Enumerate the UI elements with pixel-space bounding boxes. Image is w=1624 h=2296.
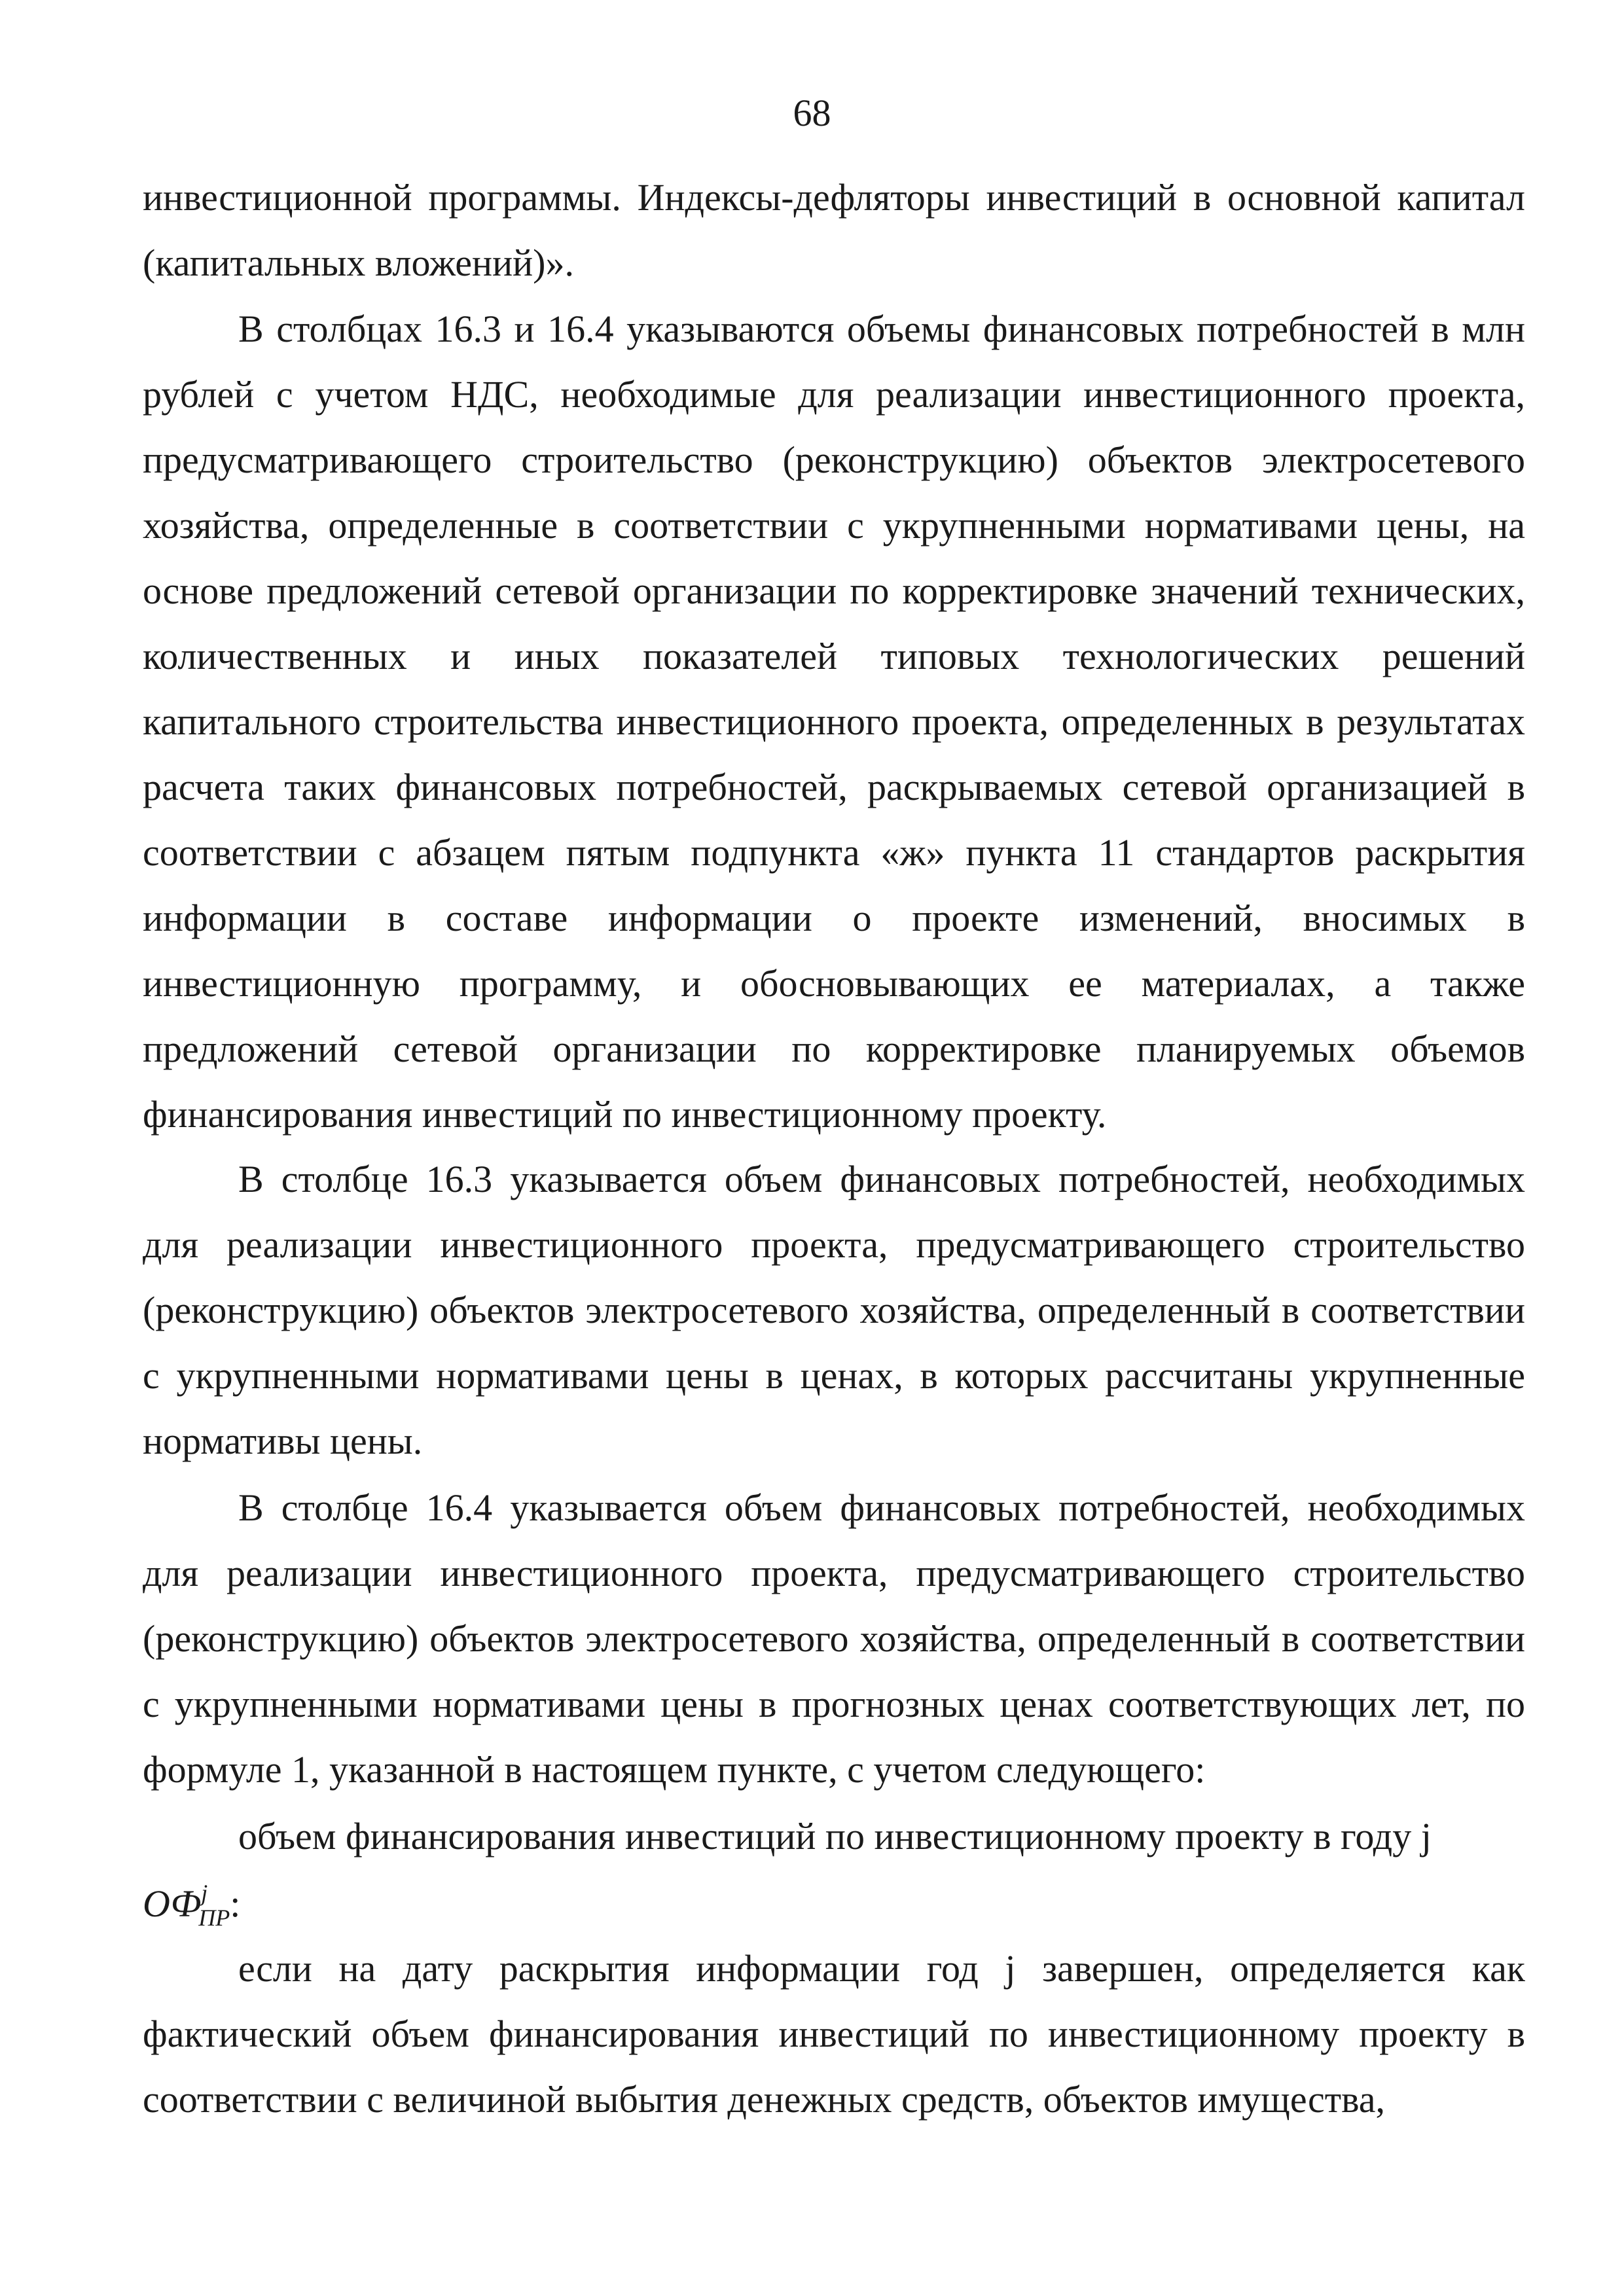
formula-suffix: : — [230, 1882, 241, 1925]
paragraph-text: В столбцах 16.3 и 16.4 указываются объемы финансовых потребностей в млн рублей с учетом НДС, необходимые для реализации инвестиционного проекта, предусматривающего строительство (реконструкцию) объектов электросетевого хозяйства, определенные в соответствии с укрупненными нормативами цены, на основе предложений сетевой организации по корректировке значений технических, количественных и иных показателей типовых технологических решений капитального строительства инвестиционного проекта, определенных в результатах расчета таких финансовых потребностей, раскрываемых сетевой организацией в соответствии с абзацем пятым подпункта «ж» пункта 11 стандартов раскрытия информации в составе информации о проекте изменений, вносимых в инвестиционную программу, и обосновывающих ее материалах, а также предложений сетевой организации по корректировке планируемых объемов финансирования инвестиций по инвестиционному проекту. — [143, 308, 1525, 1136]
paragraph-text: В столбце 16.4 указывается объем финансовых потребностей, необходимых для реализации инвестиционного проекта, предусматривающего строительство (реконструкцию) объектов электросетевого хозяйства, определенный в соответствии с укрупненными нормативами цены в прогнозных ценах соответствующих лет, по формуле 1, указанной в настоящем пункте, с учетом следующего: — [143, 1486, 1525, 1791]
paragraph-text: инвестиционной программы. Индексы-дефляторы инвестиций в основной капитал (капитальных вложений)». — [143, 176, 1525, 284]
paragraph-financing-volume — [143, 1804, 1525, 1869]
paragraph-text: если на дату раскрытия информации год j завершен, определяется как фактический объем финансирования инвестиций по инвестиционному проекту в соответствии с величиной выбытия денежных средств, объектов имущества, — [143, 1947, 1525, 2121]
paragraph-text: объем финансирования инвестиций по инвестиционному проекту в году j — [238, 1815, 1432, 1857]
formula-subscript: ПР — [198, 1905, 230, 1931]
formula-main-symbol: ОФ — [143, 1882, 202, 1925]
paragraph-year-completed — [143, 1936, 1525, 2132]
paragraph-columns-16-3-16-4 — [143, 296, 1525, 1147]
formula-superscript: j — [201, 1880, 208, 1906]
paragraph-text: В столбце 16.3 указывается объем финансовых потребностей, необходимых для реализации инвестиционного проекта, предусматривающего строительство (реконструкцию) объектов электросетевого хозяйства, определенный в соответствии с укрупненными нормативами цены в ценах, в которых рассчитаны укрупненные нормативы цены. — [143, 1158, 1525, 1462]
paragraph-continuation — [143, 165, 1525, 296]
paragraph-column-16-4 — [143, 1475, 1525, 1803]
page-number: 68 — [793, 92, 831, 134]
paragraph-column-16-3 — [143, 1147, 1525, 1474]
